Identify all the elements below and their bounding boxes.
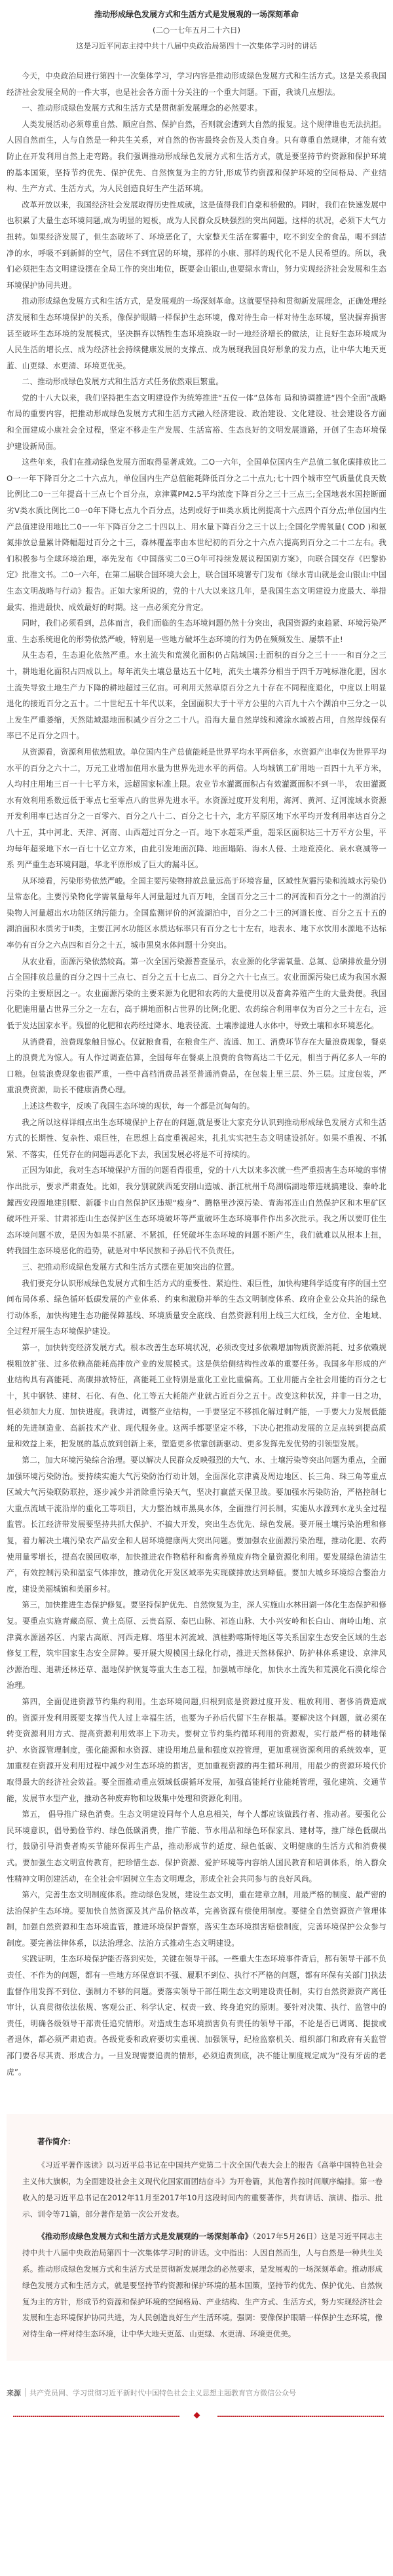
article-subtitle: 这是习近平同志主持中共十八届中央政治局第四十一次集体学习时的讲话 — [76, 41, 317, 50]
article-paragraph: 从生态看，生态退化依然严重。水土流失和荒漠化面积仍占陆域国:土面积的百分之三十一一和百分之三十，耕地退化面积占四成以上。每年流失土壤总量达五十亿吨，流失土壤养分相当于四千万吨标准化肥，因水土流失导致土地生产力下降的耕地超过三亿亩。可利用天然草原百分之九十存在不同程度退化，中度以上明显退化的接近百分之五十。二十世纪五十年代以来，全国面积大于十平方公里的六百九十六个湖泊中三分之一以上发生严重萎缩，天然陆域湿地面积减少百分之二十八。沿海大量自然岸线和滩涂水域被占用，自然岸线保有率已不足百分之四十。 — [7, 651, 386, 741]
decorative-divider — [0, 2405, 393, 2425]
article-paragraph: 第五， 倡导推广绿色消费。生态文明建设同每个人息息相关，每个人都应该做践行者、推动者。要强化公民环境意识，倡导勤俭节约、绿色低碳消费，推广节能、节水用品和绿色环保家具、建材等，推广绿色低碳出行，鼓励引导消费者购买节能环保再生产品，推动形成节约适度、绿色低碳、文明健康的生活方式和消费模式。要加强生态文明宣传教育，把珍惜生态、保护资源、爱护环境等内容纳人国民教育和培训体系，纳入群众性精神文明创建活动，在全社会牢固树立生态文明理念，形成全社会共同参与的良好风尚。 — [7, 1810, 386, 1884]
article-paragraph: 一、推动形成绿色发展方式和生活方式是贯彻新发展理念的必然要求。 — [22, 103, 263, 113]
article-paragraph: 第四，全面促进资源节约集约利用。生态环境问题,归根到底是资源过度开发、粗放利用、奢侈消费造成的。资源开发利用既要支撑当代人过上幸福生活，也要为子孙后代留下生存根基。要解决这个问题，就必须在转变资源利用方式、提高资源利用效率上下功夫。要树立节约集约循环利用的资源观，实行最严格的耕地保护、水资源管理制度，强化能源和水资源、建设用地总量和强度双控管理，更加重视资源利用的系统效率，更加重视在资源开发利用过程中减少对生态环境的损害，更加重视资源的再生循环利用，用最少的资源环境代价取得最大的经济社会效益。要全面推动重点领域低碳循环发展，加强高能耗行业能耗管理，强化建筑、交通节能，发展节水型产业，推动各种废弃物和垃圾集中处理和资源化利用。 — [7, 1696, 386, 1803]
intro-work-title: 《推动形成绿色发展方式和生活方式是发展观的一场深刻革命》 — [37, 2232, 253, 2242]
article-paragraph: 人类发展活动必须尊重自然、顺应自然、保护自然，否则就会遭到大自然的报复。这个规律谁也无法抗拒。人因自然而生，人与自然是一种共生关系，对自然的伤害最终会伤及人类自身。只有尊重自然规律，才能有效防止在开发利用自然上走弯路。我们强调推动形成绿色发展方式和生活方式，就是要坚持节约资源和保护环境的基本国策，坚持节约优先、保护优先、自然恢复为主的方针,形成节约资源和保护环境的空间格局、产业结构、生产方式、生活方式，为人民创造良好生产生活环境。 — [7, 119, 386, 194]
divider-line-left — [13, 2416, 179, 2417]
article-paragraph: 今天，中央政治局进行第四十一次集体学习，学习内容是推动形成绿色发展方式和生活方式。这是关系我国经济社会发展全局的一件大事，也是社会各方面十分关注的一个重大问题。下面，我谈几点想法。 — [7, 71, 386, 97]
work-introduction-box — [7, 2114, 393, 2361]
article-paragraph: 第六，完善生态文明制度体系。推动绿色发展，建设生态文明，重在建章立制，用最严格的制度、最严密的法治保护生态环境。要加快自然资源及其产品价格改革，完善资源有偿使用制度。要健全自然资源资产管理体制，加强自然资源和生态环境监管，推进环境保护督察，落实生态环境损害赔偿制度，完善环境保护公众参与制度。要完善法律体系，以法治理念、法治方式推动生态文明建设。 — [7, 1890, 386, 1948]
article-paragraph: 三、把推动形成绿色发展方式和生活方式摆在更加突出的位置。 — [22, 1262, 239, 1272]
article-paragraph: 这些年来，我们在推动绿色发展方面取得显著成效。二O一六年，全国单位国内生产总值二氧化碳排放比二O一一年下降百分之二十六点九，单位国内生产总值能耗降低百分之二十点九;七十四个城市空气质量优良天数比例比二0一三年提高十三点七个百分点，京津冀PM2.5平均浓度下降百分之三十三点三;全国地表水国控断面劣V类水质比例比二0一0年下降七点九个百分点，达到或好于III类水质比例提高十六点四个百分点;单位国内生产总值建设用地比二0一一年下降百分之二十四以上、用水量下降百分之三十以上;全国化学需氧量( COD )和氨氮排放总量累计降幅超过百分之十三，森林覆盖率由本世纪初的百分之十六点六提高到百分之二十二左右。我们积极参与全球环境治理，率先发布《中国落实二0三O年可持续发展议程国别方案》，向联合国交存《巴黎协定》批准文书。二0一六年，在第二届联合国环境大会上，联合国环境署专门发布《绿水青山就是金山银山:中国生态文明战略与行动》报告。正如大家所说的，党的十八大以来这几年，是我国生态文明建设力度最大、举措最实、推进最快、成效最好的时期。这一点必须充分肯定。 — [7, 457, 386, 612]
article-paragraph: 实践证明，生态环境保护能否落到实处，关键在领导干部。一些重大生态环境事件背后，都有领导干部不负责任、不作为的问题，都有一些地方环保意识不强、履职不到位、执行不严格的问题，都有环保有关部门]执法监督作用发挥不到位、强制力不够的问题。要落实领导干部任期生态文明建设责任制，实行自然资源资产离任审计，认真贯彻依法依规、客观公正、科学认定、权责一致、终身追究的原则。要针对决策、执行、监管中的责任，明确各级领导干部责任追究情形。对造成生态环境损害负有责任的领导干部，不论是否已调离、提拔或者退休，都必须严肃追责。各级党委和政府要切实重视、加强领导，纪检监察机关、组织部门和政府有关监管部门要各尽其责、形成合力。一旦发现需要追责的情形，必须追责到底，决不能让制度规定成为“没有牙齿的老虎”。 — [7, 1954, 386, 2077]
intro-heading: 著作简介： — [37, 2137, 75, 2147]
intro-work-summary: （2017年5月26日）这是习近平同志主持中共十八届中央政治局第四十一次集体学习时的讲话。文中指出：人因自然而生，人与自然是一种共生关系。推动形成绿色发展方式和生活方式是贯彻新发展理念的必然要求，是发展观的一场深刻革命。推动形成绿色发展方式和生活方式，就是要坚持节约资源和保护环境的基本国策，坚持节约优先、保护优先、自然恢复为主的方针，形成节约资源和保护环境的空间格局、产业结构、生产方式、生活方式，努力实现经济社会发展和生态环境保护协同共进，为人民创造良好生产生活环境。强调：要像保护眼睛一样保护生态环境，像对待生命一样对待生态环境，让中华大地天更蓝、山更绿、水更清、环境更优美。 — [22, 2232, 383, 2339]
intro-paragraph — [22, 2228, 383, 2342]
source-separator — [25, 2388, 26, 2397]
article-paragraph: 从消费看，浪费现象触目惊心。仅就粮食看，在粮食生产、流通、加工、消费环节存在大量浪费现象，餐桌上的浪费尤为惊人。有人作过调查估算，全国每年在餐桌上浪费的食物高达二千亿元，相当于两亿多人一年的口粮。包装浪费现象也很严重，一些中高档消费品甚至普通消费品，在包装上里三层、外三层。过度包装，严重浪费资源，助长不健康消费心理。 — [7, 1037, 386, 1095]
article-title: 推动形成绿色发展方式和生活方式是发展观的一场深刻革命 — [94, 10, 299, 19]
divider-line-right — [217, 2416, 384, 2417]
article-paragraph: 从农业看，面源污染依然较高。第一次全国污染源普查显示，农业源的化学需氧量、总氮、总磷排放量分别占全国排放总量的百分之四十三点七、百分之五十七点二、百分之六十七点三。农业面源污染已成为我国水源污染的主要原因之一。农业面源污染的主要来源为化肥和农药的大量使用以及畜禽养殖产生的大量粪便。我国化肥施用量占世界三分之一左右，高于耕地面积占世界的比例;化肥、农药综合利用率仅为百分之三十左右，远低于发达国家水平。残留的化肥和农药经过降水、地表径流、土壤渗滤进人水体中，导致土壤和水环境恶化。 — [7, 956, 386, 1031]
article-paragraph: 同时，我们必须看到，总体而言，我们面临的生态环境问题仍然十分突出，我国资源约束趋紧、环境污染严重、生态系统退化的形势依然严峻，特别是一些地方破坏生态环境的行为仍在频频发生、屡禁不止! — [7, 618, 386, 644]
article-paragraph: 上述这些数字，反映了我国生态环境的现状，每一个都是沉甸甸的。 — [22, 1101, 255, 1111]
article-paragraph: 第一，加快转变经济发展方式。根本改善生态环境状况，必须改变过多依赖增加物质资源消耗、过多依赖规模粗放扩张、过多依赖高能耗高排放产业的发展模式。这是供给侧结构性改革的重要任务。我国多年形成的产业结构具有高能耗、高碳排放特征，高能耗工业特别是重化工业比重偏高。工业用能占全社会用能的百分之七十，其中钢铁、建材、石化、有色、化工等五大耗能产业就占近百分之五十。改变这种状况，并非一日之功，但必须加大力度、加快进度。我讲过，调整产业结构，一手要坚定不移抓化解过剩产能，一手要大力发展低能耗的先进制造业、高新技术产业、现代服务业。这两手都要坚定不移，下决心把推动发展的立足点转到提高质量和效益上来，把发展的基点放到创新上来，塑造更多依靠创新驱动、更多发挥先发优势的引领型发展。 — [7, 1342, 386, 1449]
article-paragraph: 从环境看，污染形势依然严峻。全国主要污染物排放总量远高于环境容量，区域性灰霾污染和流域水污染仍呈常态化。主要污染物化学需氧量每年人河量超过九百万吨，全国百分之三十二的河流和百分之十一的湖泊污染物人河量超出水功能区纳污能力。全国监测评价的河流湖泊中，百分之二十三的河道长度、百分之五十五的湖泊面积水质劣于II类，主要江河水功能区水质达标率只有百分之七十左右，地表水、地下水饮用水源地不达标率仍有百分之六点四和百分之十五，城市黑臭水体问题十分突出。 — [7, 876, 386, 950]
article-paragraph: 第二，加大环境污染综合治理。要以解决人民群众反映强烈的大气、水、土壤污染等突出问题为重点，全面加强环境污染防治。要持续实施大气污染防治行动计划，全面深化京津冀及周边地区、长三角、珠三角等重点区域大气污染联防联控，逐步减少并消除重污染天气，坚决打赢蓝天保卫战。要加强水污染防治，严格控制七大重点流域干流沿岸的重化工等项目，大力整治城市黑臭水体，全面推行河长制，实施从水源到水龙头全过程监管。长江经济带发展要坚持共抓大保护、不搞大开发，突出生态优先、绿色发展。要开展土壤污染治理和修复，着力解决土壤污染农产品安全和人居环境健康两大突出问题。要加强农业面源污染治理，推动化肥、农药使用量零增长，提高农膜回收率，加快推进农作物秸秆和畜禽养殖废弃物全量资源化利用。要发展绿色清洁生产，有效控制污染和温室气体排放，推动优化开发区域率先实现碳排放达到峰值。要加大城乡环境综合整治力度，建设美丽城镇和美丽乡村。 — [7, 1456, 386, 1594]
article-paragraph: 改革开放以来，我国经济社会发展取得历史性成就，这是值得我们自豪和骄傲的。同时，我们在快速发展中也积累了大量生态环境问题,成为明显的短板，成为人民群众反映强烈的突出问题。这样的状况，必须下大气力扭转。如果经济发展了，但生态破坏了、环境恶化了，大家整天生活在雾霾中，吃不到安全的食品，喝不到洁净的水，呼吸不到新鲜的空气，居住不到宜居的环境，那样的小康、那样的现代化不是人民希望的。所以，我们必须把生态文明建设摆在全局工作的突出地位，既要金山银山,也要绿水青山，努力实现经济社会发展和生态环境保护协同共进。 — [7, 200, 386, 290]
article-paragraph: 推动形成绿色发展方式和生活方式，是发展观的一场深刻革命。这就要坚持和贯彻新发展理念，正确处理经济发展和生态环境保护的关系，像保护眼睛一样保护生态环境，像对待生命一样对待生态环境，坚决摒弃损害甚至破坏生态环境的发展模式，坚决摒弃以牺牲生态环境换取一时一地经济增长的做法，让良好生态环境成为人民生活的增长点、成为经济社会持续健康发展的支撑点、成为展现我国良好形象的发力点，让中华大地天更蓝、山更绿、水更清、环境更优美。 — [7, 296, 386, 370]
article-paragraph: 第三，加快推进生态保护修复。要坚持保护优先、自然恢复为主，深人实施山水林田湖一体化生态保护和修复。要重点实施青藏高原、黄土高原、云贵高原、秦巴山脉、祁连山脉、大小兴安岭和长白山、南岭山地、京津冀水源涵养区、内蒙古高原、河西走廊、塔里木河流域、滇桂黔喀斯特地区等关系国家生态安全区域的生态修复工程，筑牢国家生态安全屏障。要开展大规模国土绿化行动，推进天然林保护、防护林体系建设、京津风沙源治理、退耕还林还草、湿地保护恢复等重大生态工程，加强城市绿化，加快水土流失和荒漠化石漠化综合治理。 — [7, 1600, 386, 1690]
article-body — [0, 68, 393, 2080]
article-header — [0, 0, 393, 54]
article-paragraph: 党的十八大以来，我们坚持把生态文明建设作为统筹推进“五位一体”总体布 局和协调推进“四个全面”战略布局的重要内容，把推动形成绿色发展方式和生活方式融入经济建设、政治建设、文化建设、社会建设各方面和全面建成小康社会全过程，坚定不移走生产发展、生活富裕、生态良好的文明发展道路，开创了生态环境保护建设新局面。 — [7, 393, 386, 451]
diamond-icon — [194, 2412, 200, 2419]
article-paragraph: 我们要充分认识形成绿色发展方式和生活方式的重要性、紧迫性、艰巨性，加快构建科学适度有序的国土空间布局体系、绿色循环低碳发展的产业体系、约束和激励并举的生态文明制度体系、政府企业公众共治的绿色行动体系，加快构建生态功能保障基线、环境质量安全底线、自然资源利用上线三大红线，全方位、全地域、全过程开展生态环境保护建设。 — [7, 1278, 386, 1336]
article-date: (二○一七年五月二十六日) — [152, 26, 240, 35]
article-paragraph: 我之所以这样详细点出生态环境保护上存在的问题,就是要让大家充分认识到推动形成绿色发展方式和生活方式的长期性、复杂性、艰巨性，在思想上高度重视起来，扎扎实实把生态文明建设抓好。如果不重视、不抓紧、不落实，任凭存在的问题再恶化下去，我国发展必将是不可持续的。 — [7, 1117, 386, 1159]
source-label: 来源 — [7, 2388, 21, 2397]
intro-paragraph: 《习近平著作选读》以习近平总书记在中国共产党第二十次全国代表大会上的报告《高举中国特色社会主义伟大旗帜，为全面建设社会主义现代化国家而团结奋斗》为开卷篇，其他著作按时间顺序编排。第一卷收入的是习近平总书记在2012年11月至2017年10月这段时间内的重要著作，共有讲话、演讲、指示、批示、训令等71篇，部分著作是第一次公开发表。 — [22, 2160, 383, 2219]
source-text: 共产党员网、学习贯彻习近平新时代中国特色社会主义思想主题教育官方微信公众号 — [29, 2388, 296, 2397]
article-paragraph: 从资源看，资源利用依然粗放。单位国内生产总值能耗是世界平均水平两倍多，水资源产出率仅为世界平均水平的百分之六十二，万元工业增加值用水量为世界先进水平的两倍。人均城镇工矿用地一百四十九平方米，人均村庄用地三百一十七平方米，远超国家标准上限。农业节水灌溉面积占有效灌溉面积不到一半， 农田灌溉水有效利用系数远低于零点七至零点八的世界先进水平。水资源过度开发利用，海河、黄河、辽河流域水资源开发利用率已达百分之一百零六、百分之八十二、百分之七十六，北方平原区地下水平均开发利用率达百分之八十五，其中河北、天津、河南、山西超过百分之一百。地下水超采严重，超采区面积达三十万平方公里，平均每年超采地下水一百七十亿立方米，由此引发地面沉降、地面塌陷、海水人侵、土地荒漠化、泉水衰减等一系 列严重生态环境问题，华北平原形成了巨大的漏斗区。 — [7, 747, 386, 870]
source-line — [7, 2387, 393, 2400]
article-paragraph: 正因为如此，我对生态环境保护方面的问题看得很重，党的十八大以来多次就一些严重损害生态环境的事情作出批示，要求严肃查处。比如，我分别就陕西延安削山造城、浙江杭州千岛湖临湖地带违规搞建设、秦岭北麓西安段圈地建别墅、新疆卡山自然保护区违规“瘦身”、腾格里沙漠污染、青海祁连山自然保护区和木里矿区破坏性开采、甘肃祁连山生态保护区生态环境破坏等严重破坏生态环境事件作出多次批示。我之所以要盯住生态环境问题不放，是因为如果不抓紧、不紧抓，任凭破坏生态环境的问题不断产生，我们就难以从根本上扭，转我国生态环境恶化的趋势，就是对中华民族和子孙后代不负责任。 — [7, 1166, 386, 1256]
article-paragraph: 二、推动形成绿色发展方式和生活方式任务依然艰巨繁重。 — [22, 377, 224, 387]
